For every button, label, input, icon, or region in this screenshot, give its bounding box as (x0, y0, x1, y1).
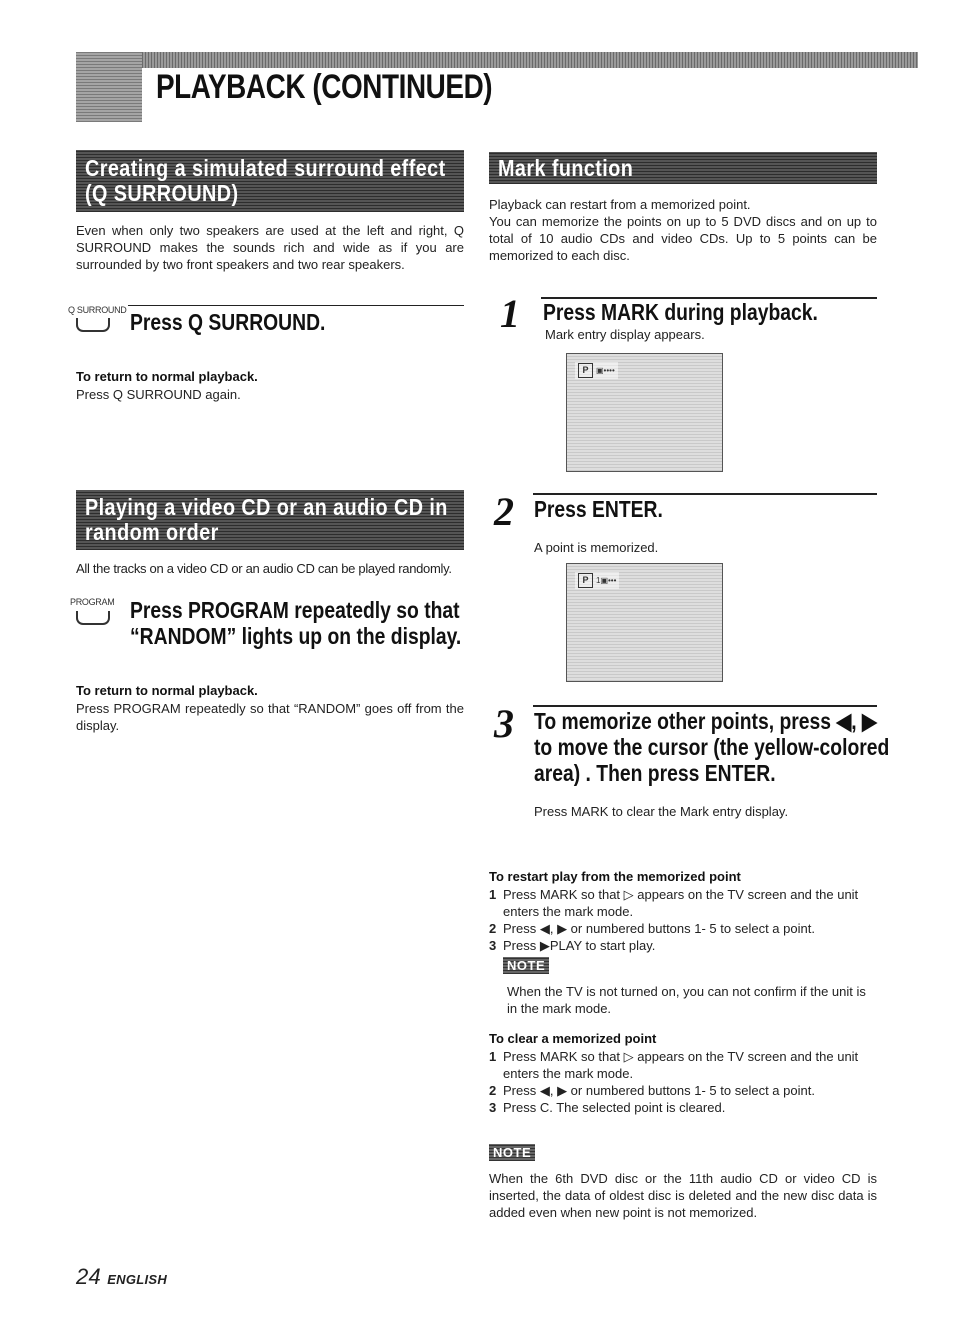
mark-slots: 1▣••• (596, 576, 617, 585)
list-number: 2 (489, 921, 497, 936)
random-step-line1: Press PROGRAM repeatedly so that (130, 597, 460, 623)
list-item (489, 1048, 877, 1082)
program-button-icon (76, 611, 110, 625)
list-text: Press MARK so that ▷ appears on the TV screen and the unit enters the mark mode. (503, 1049, 859, 1081)
surround-return-text: Press Q SURROUND again. (76, 387, 241, 402)
surround-return-title: To return to normal playback. (76, 369, 258, 384)
step2-text: A point is memorized. (534, 540, 659, 555)
note-label-1: NOTE (503, 957, 549, 974)
random-return-text: Press PROGRAM repeatedly so that “RANDOM” goes off from the display. (76, 701, 464, 733)
random-heading-line1: Playing a video CD or an audio CD in (85, 494, 448, 520)
section-heading-surround (76, 150, 464, 212)
list-text: Press C. The selected point is cleared. (503, 1100, 726, 1115)
step-rule (128, 305, 464, 306)
random-step-line2: “RANDOM” lights up on the display. (130, 623, 462, 649)
list-text: Press MARK so that ▷ appears on the TV screen and the unit enters the mark mode. (503, 887, 859, 919)
list-text: Press ▶PLAY to start play. (503, 938, 656, 953)
mark-slots: ▣•••• (596, 366, 615, 375)
step-number-1: 1 (500, 291, 520, 336)
step-number-2: 2 (494, 489, 514, 534)
list-number: 1 (489, 887, 497, 902)
page-title: PLAYBACK (CONTINUED) (156, 68, 493, 106)
header-block (76, 52, 142, 122)
step-rule-2 (533, 493, 877, 495)
surround-heading-line1: Creating a simulated surround effect (85, 155, 446, 181)
mark-entry-screen (566, 353, 723, 472)
point-memorized-screen (566, 563, 723, 682)
list-number: 3 (489, 1100, 497, 1115)
section-heading-random (76, 490, 464, 550)
mark-entry-osd (575, 362, 618, 379)
q-surround-button-icon (76, 318, 110, 332)
step1-text: Mark entry display appears. (545, 327, 705, 342)
mark-intro-line2: You can memorize the points on up to 5 DVD discs and on up to total of 10 audio CDs and video CDs. Up to 5 points can be memorized to each disc. (489, 214, 877, 263)
list-item (489, 1099, 877, 1116)
surround-heading-line2: (Q SURROUND) (85, 180, 239, 206)
surround-intro: Even when only two speakers are used at the left and right, Q SURROUND makes the sounds rich and wide as if you are surrounded by two front speakers and two rear speakers. (76, 223, 464, 272)
note-text-2: When the 6th DVD disc or the 11th audio CD or video CD is inserted, the data of oldest disc is deleted and the new disc data is added even when new point is not memorized. (489, 1171, 877, 1220)
note-text-1: When the TV is not turned on, you can not confirm if the unit is in the mark mode. (507, 984, 866, 1016)
p-icon: P (578, 573, 593, 588)
list-number: 2 (489, 1083, 497, 1098)
p-icon: P (578, 363, 593, 378)
surround-step: Press Q SURROUND. (130, 309, 326, 335)
clear-title: To clear a memorized point (489, 1031, 657, 1046)
list-item (489, 886, 877, 920)
step3-title-line3: area) . Then press ENTER. (534, 760, 776, 786)
step-number-3: 3 (494, 701, 514, 746)
list-item (489, 1082, 877, 1099)
q-surround-button-caption: Q SURROUND (68, 305, 127, 315)
clear-steps (489, 1048, 877, 1116)
random-intro: All the tracks on a video CD or an audio CD can be played randomly. (76, 561, 452, 576)
header-band (76, 52, 918, 68)
step3-title-line2: to move the cursor (the yellow-colored (534, 734, 890, 760)
note-label-2: NOTE (489, 1144, 535, 1161)
list-number: 3 (489, 938, 497, 953)
list-item (489, 920, 877, 937)
mark-heading-text: Mark function (498, 155, 634, 181)
list-text: Press ◀, ▶ or numbered buttons 1- 5 to select a point. (503, 1083, 815, 1098)
random-heading-line2: random order (85, 519, 219, 545)
list-text: Press ◀, ▶ or numbered buttons 1- 5 to select a point. (503, 921, 815, 936)
step2-title: Press ENTER. (534, 496, 663, 522)
page-footer (76, 1264, 167, 1290)
program-button-caption: PROGRAM (70, 597, 115, 607)
step-rule-3 (533, 705, 877, 707)
step1-title: Press MARK during playback. (543, 299, 818, 325)
mark-intro-line1: Playback can restart from a memorized point. (489, 197, 751, 212)
list-number: 1 (489, 1049, 497, 1064)
list-item (489, 937, 877, 954)
footer-language: ENGLISH (107, 1272, 168, 1287)
random-return-title: To return to normal playback. (76, 683, 258, 698)
restart-title: To restart play from the memorized point (489, 869, 741, 884)
page-number: 24 (76, 1264, 102, 1289)
step3-text: Press MARK to clear the Mark entry display. (534, 804, 789, 819)
step3-title-line1: To memorize other points, press ◀, ▶ (534, 708, 877, 734)
point-memorized-osd (575, 572, 619, 589)
section-heading-mark (489, 152, 877, 184)
restart-steps (489, 886, 877, 954)
